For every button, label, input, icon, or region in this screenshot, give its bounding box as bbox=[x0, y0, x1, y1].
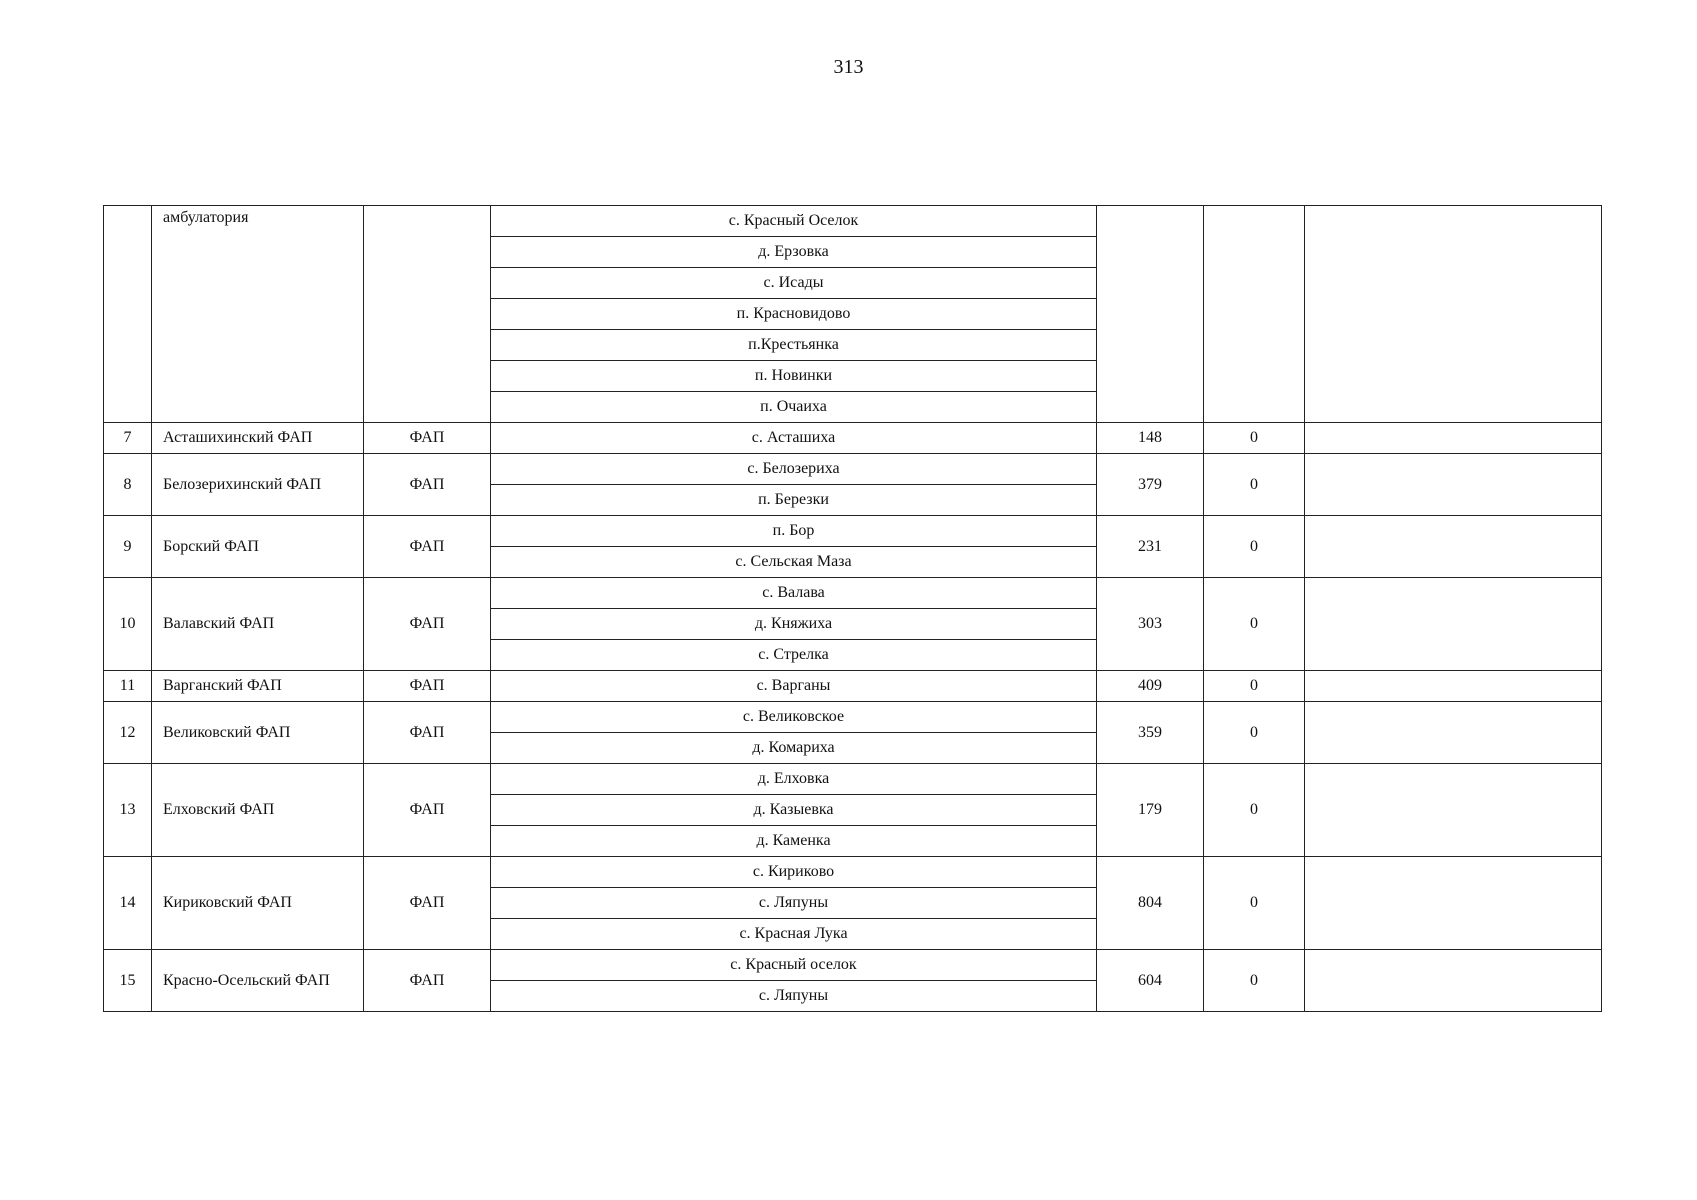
table-row bbox=[104, 857, 1602, 888]
table-row bbox=[104, 702, 1602, 733]
row-number-cell: 8 bbox=[104, 454, 152, 516]
table-row bbox=[104, 454, 1602, 485]
settlement-cell: с. Красный Оселок bbox=[491, 206, 1097, 237]
settlement-cell: с. Исады bbox=[491, 268, 1097, 299]
facility-type-cell bbox=[364, 206, 491, 423]
settlement-cell: с. Асташиха bbox=[491, 423, 1097, 454]
settlement-cell: с. Сельская Маза bbox=[491, 547, 1097, 578]
table-row bbox=[104, 206, 1602, 237]
settlement-cell: п. Новинки bbox=[491, 361, 1097, 392]
settlement-cell: с. Великовское bbox=[491, 702, 1097, 733]
table-row bbox=[104, 671, 1602, 702]
settlement-cell: с. Стрелка bbox=[491, 640, 1097, 671]
facility-name-cell: Асташихинский ФАП bbox=[152, 423, 364, 454]
settlement-cell: д. Каменка bbox=[491, 826, 1097, 857]
value-cell: 0 bbox=[1204, 702, 1305, 764]
row-number-cell: 10 bbox=[104, 578, 152, 671]
value-cell: 0 bbox=[1204, 764, 1305, 857]
settlement-cell: п. Бор bbox=[491, 516, 1097, 547]
page-number: 313 bbox=[833, 56, 864, 78]
table-body bbox=[104, 206, 1602, 1012]
population-cell: 604 bbox=[1097, 950, 1204, 1012]
facility-type-cell: ФАП bbox=[364, 702, 491, 764]
settlement-cell: д. Комариха bbox=[491, 733, 1097, 764]
note-cell bbox=[1305, 857, 1602, 950]
note-cell bbox=[1305, 764, 1602, 857]
value-cell: 0 bbox=[1204, 671, 1305, 702]
value-cell: 0 bbox=[1204, 950, 1305, 1012]
settlement-cell: с. Белозериха bbox=[491, 454, 1097, 485]
population-cell: 379 bbox=[1097, 454, 1204, 516]
note-cell bbox=[1305, 454, 1602, 516]
settlement-cell: п. Березки bbox=[491, 485, 1097, 516]
facility-name-cell: Кириковский ФАП bbox=[152, 857, 364, 950]
facility-name-cell: Борский ФАП bbox=[152, 516, 364, 578]
row-number-cell: 15 bbox=[104, 950, 152, 1012]
note-cell bbox=[1305, 702, 1602, 764]
table-row bbox=[104, 516, 1602, 547]
value-cell: 0 bbox=[1204, 423, 1305, 454]
settlement-cell: п. Красновидово bbox=[491, 299, 1097, 330]
settlement-cell: д. Ерзовка bbox=[491, 237, 1097, 268]
row-number-cell bbox=[104, 206, 152, 423]
value-cell: 0 bbox=[1204, 516, 1305, 578]
facility-type-cell: ФАП bbox=[364, 671, 491, 702]
facility-name-cell: Елховский ФАП bbox=[152, 764, 364, 857]
note-cell bbox=[1305, 671, 1602, 702]
row-number-cell: 13 bbox=[104, 764, 152, 857]
population-cell bbox=[1097, 206, 1204, 423]
value-cell bbox=[1204, 206, 1305, 423]
note-cell bbox=[1305, 206, 1602, 423]
population-cell: 409 bbox=[1097, 671, 1204, 702]
facility-name-cell: Валавский ФАП bbox=[152, 578, 364, 671]
settlement-cell: с. Красная Лука bbox=[491, 919, 1097, 950]
table-row bbox=[104, 578, 1602, 609]
facility-type-cell: ФАП bbox=[364, 857, 491, 950]
facility-name-cell: Красно-Осельский ФАП bbox=[152, 950, 364, 1012]
value-cell: 0 bbox=[1204, 857, 1305, 950]
facility-type-cell: ФАП bbox=[364, 454, 491, 516]
value-cell: 0 bbox=[1204, 578, 1305, 671]
settlement-cell: д. Казыевка bbox=[491, 795, 1097, 826]
note-cell bbox=[1305, 578, 1602, 671]
population-cell: 179 bbox=[1097, 764, 1204, 857]
settlement-cell: с. Варганы bbox=[491, 671, 1097, 702]
settlement-cell: д. Елховка bbox=[491, 764, 1097, 795]
note-cell bbox=[1305, 950, 1602, 1012]
settlement-cell: с. Валава bbox=[491, 578, 1097, 609]
note-cell bbox=[1305, 423, 1602, 454]
row-number-cell: 9 bbox=[104, 516, 152, 578]
settlement-cell: с. Красный оселок bbox=[491, 950, 1097, 981]
population-cell: 231 bbox=[1097, 516, 1204, 578]
table-row bbox=[104, 764, 1602, 795]
population-cell: 303 bbox=[1097, 578, 1204, 671]
facility-type-cell: ФАП bbox=[364, 516, 491, 578]
settlement-cell: с. Ляпуны bbox=[491, 888, 1097, 919]
settlement-cell: п.Крестьянка bbox=[491, 330, 1097, 361]
table-row bbox=[104, 423, 1602, 454]
population-cell: 804 bbox=[1097, 857, 1204, 950]
facilities-table bbox=[103, 205, 1602, 1012]
settlement-cell: с. Ляпуны bbox=[491, 981, 1097, 1012]
row-number-cell: 11 bbox=[104, 671, 152, 702]
settlement-cell: п. Очаиха bbox=[491, 392, 1097, 423]
facility-name-cell: Варганский ФАП bbox=[152, 671, 364, 702]
row-number-cell: 7 bbox=[104, 423, 152, 454]
facility-type-cell: ФАП bbox=[364, 423, 491, 454]
row-number-cell: 12 bbox=[104, 702, 152, 764]
population-cell: 359 bbox=[1097, 702, 1204, 764]
facility-type-cell: ФАП bbox=[364, 578, 491, 671]
row-number-cell: 14 bbox=[104, 857, 152, 950]
value-cell: 0 bbox=[1204, 454, 1305, 516]
facility-name-cell: Великовский ФАП bbox=[152, 702, 364, 764]
facility-type-cell: ФАП bbox=[364, 764, 491, 857]
population-cell: 148 bbox=[1097, 423, 1204, 454]
note-cell bbox=[1305, 516, 1602, 578]
table-row bbox=[104, 950, 1602, 981]
settlement-cell: с. Кириково bbox=[491, 857, 1097, 888]
facility-type-cell: ФАП bbox=[364, 950, 491, 1012]
facility-name-cell: Белозерихинский ФАП bbox=[152, 454, 364, 516]
facility-name-cell: амбулатория bbox=[152, 206, 364, 423]
settlement-cell: д. Княжиха bbox=[491, 609, 1097, 640]
